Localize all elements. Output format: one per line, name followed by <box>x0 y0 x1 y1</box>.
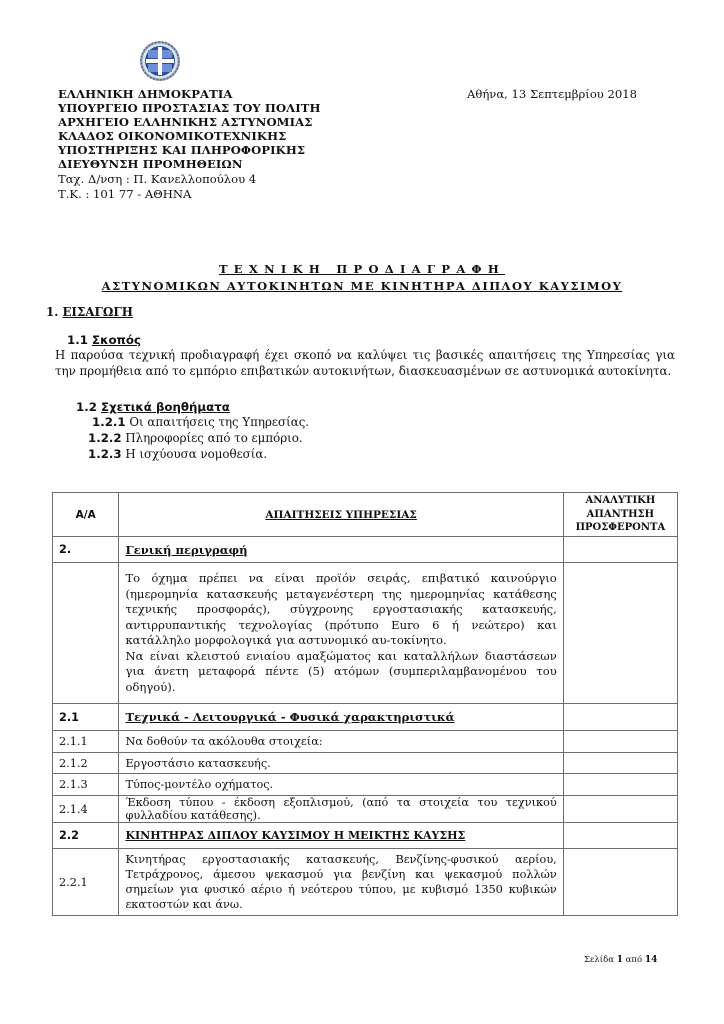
document-title: ΤΕΧΝΙΚΗ ΠΡΟΔΙΑΓΡΑΦΗ <box>218 262 506 276</box>
row-requirement: Κινητήρας εργοστασιακής κατασκευής, Βενζίνης-φυσικού αερίου, Τετράχρονος, άμεσου ψεκασμού για βενζίνη και ψεκασμού πολλών σημείων για φυσικό αέριο ή νεότερου τύπου, με κυβισμό 1350 κυβικών εκατοστών και άνω. <box>119 849 563 916</box>
table-row <box>53 823 678 849</box>
reference-number: 1.2.3 <box>88 447 122 461</box>
page-current: 1 <box>616 955 623 965</box>
section-number: 1. <box>46 305 59 319</box>
reference-text: Πληροφορίες από το εμπόριο. <box>125 431 303 445</box>
subsection-number: 1.1 <box>67 333 88 347</box>
header-line-republic: ΕΛΛΗΝΙΚΗ ΔΗΜΟΚΡΑΤΙΑ <box>58 87 233 101</box>
header-line-directorate: ΔΙΕΥΘΥΝΣΗ ΠΡΟΜΗΘΕΙΩΝ <box>58 157 243 171</box>
subsection-heading-purpose <box>67 333 141 347</box>
header-line-branch: ΚΛΑΔΟΣ ΟΙΚΟΝΟΜΙΚΟΤΕΧΝΙΚΗΣ <box>58 129 287 143</box>
header-line-police-hq: ΑΡΧΗΓΕΙΟ ΕΛΛΗΝΙΚΗΣ ΑΣΤΥΝΟΜΙΑΣ <box>58 115 313 129</box>
purpose-paragraph: Η παρούσα τεχνική προδιαγραφή έχει σκοπό να καλύψει τις βασικές απαιτήσεις της Υπηρεσίας για την προμήθεια από το εμπόριο επιβατικών αυτοκινήτων, διασκευασμένων σε αστυνομικά αυτοκίνητα. <box>55 348 675 378</box>
requirements-table <box>52 492 678 916</box>
header-line-support: ΥΠΟΣΤΗΡΙΞΗΣ ΚΑΙ ΠΛΗΡΟΦΟΡΙΚΗΣ <box>58 143 306 157</box>
table-row <box>53 563 678 704</box>
page-total: 14 <box>644 955 658 965</box>
table-row <box>53 849 678 916</box>
subsection-number: 1.2 <box>76 400 97 414</box>
table-row <box>53 704 678 731</box>
reference-text: Η ισχύουσα νομοθεσία. <box>125 447 268 461</box>
subsection-title: Σχετικά βοηθήματα <box>101 400 230 414</box>
row-answer-cell[interactable] <box>563 774 677 796</box>
section-heading-introduction <box>46 305 133 319</box>
reference-item <box>88 431 303 445</box>
row-answer-cell[interactable] <box>563 537 677 563</box>
document-subtitle: ΑΣΤΥΝΟΜΙΚΩΝ ΑΥΤΟΚΙΝΗΤΩΝ ΜΕ ΚΙΝΗΤΗΡΑ ΔΙΠΛΟΥ ΚΑΥΣΙΜΟΥ <box>101 279 623 293</box>
hellenic-republic-emblem-icon <box>139 40 181 82</box>
row-answer-cell[interactable] <box>563 849 677 916</box>
column-header-answer-line: ΑΠΑΝΤΗΣΗ <box>586 508 655 520</box>
row-answer-cell[interactable] <box>563 796 677 823</box>
row-requirement: ΚΙΝΗΤΗΡΑΣ ΔΙΠΛΟΥ ΚΑΥΣΙΜΟΥ Η ΜΕΙΚΤΗΣ ΚΑΥΣΗΣ <box>119 823 563 849</box>
row-answer-cell[interactable] <box>563 753 677 774</box>
row-requirement: Τύπος-μοντέλο οχήματος. <box>119 774 563 796</box>
row-number: 2.2 <box>53 823 119 849</box>
row-number: 2.2.1 <box>53 849 119 916</box>
row-number: 2.1.3 <box>53 774 119 796</box>
requirement-paragraph: Να είναι κλειστού ενιαίου αμαξώματος και καταλλήλων διαστάσεων για άνετη μεταφορά πέντε (5) ατόμων (συμπεριλαμβανομένου του οδηγού). <box>125 648 557 694</box>
row-answer-cell[interactable] <box>563 823 677 849</box>
header-address: Ταχ. Δ/νση : Π. Κανελλοπούλου 4 <box>58 172 257 186</box>
row-number: 2. <box>53 537 119 563</box>
column-header-requirements: ΑΠΑΙΤΗΣΕΙΣ ΥΠΗΡΕΣΙΑΣ <box>119 493 563 537</box>
reference-number: 1.2.2 <box>88 431 122 445</box>
row-requirement: Γενική περιγραφή <box>119 537 563 563</box>
table-row <box>53 753 678 774</box>
reference-number: 1.2.1 <box>92 415 126 429</box>
page-of-label: από <box>625 955 643 965</box>
column-header-aa: Α/Α <box>53 493 119 537</box>
table-header-row <box>53 493 678 537</box>
column-header-answer <box>563 493 677 537</box>
row-requirement <box>119 563 563 704</box>
row-requirement: Εργοστάσιο κατασκευής. <box>119 753 563 774</box>
table-row <box>53 796 678 823</box>
row-number: 2.1.1 <box>53 731 119 753</box>
page-label: Σελίδα <box>584 955 614 965</box>
section-title: ΕΙΣΑΓΩΓΗ <box>62 305 133 319</box>
row-number: 2.1 <box>53 704 119 731</box>
row-answer-cell[interactable] <box>563 704 677 731</box>
header-line-ministry: ΥΠΟΥΡΓΕΙΟ ΠΡΟΣΤΑΣΙΑΣ ΤΟΥ ΠΟΛΙΤΗ <box>58 101 321 115</box>
table-row <box>53 731 678 753</box>
subsection-heading-references <box>76 400 230 414</box>
reference-text: Οι απαιτήσεις της Υπηρεσίας. <box>129 415 310 429</box>
row-answer-cell[interactable] <box>563 563 677 704</box>
column-header-answer-line: ΑΝΑΛΥΤΙΚΗ <box>585 495 656 507</box>
requirement-paragraph: Το όχημα πρέπει να είναι προϊόν σειράς, επιβατικό καινούργιο (ημερομηνία κατασκευής μεταγενέστερη της ημερομηνίας κατάθεσης τεχνικής προσφοράς), σύγχρονης εργοστασιακής κατασκευής, αντιρρυπαντικής τεχνολογίας (πρότυπο Euro 6 ή νεώτερο) και κατάλληλο μορφολογικά για αστυνομικό αυ-τοκίνητο. <box>125 571 557 647</box>
table-row <box>53 537 678 563</box>
row-requirement: Έκδοση τύπου - έκδοση εξοπλισμού, (από τα στοιχεία του τεχνικού φυλλαδίου κατάθεσης). <box>119 796 563 823</box>
document-date: Αθήνα, 13 Σεπτεμβρίου 2018 <box>467 87 638 101</box>
column-header-answer-line: ΠΡΟΣΦΕΡΟΝΤΑ <box>575 522 666 534</box>
row-number: 2.1.2 <box>53 753 119 774</box>
row-answer-cell[interactable] <box>563 731 677 753</box>
row-requirement: Τεχνικά - Λειτουργικά - Φυσικά χαρακτηριστικά <box>119 704 563 731</box>
reference-item <box>92 415 309 429</box>
row-requirement: Να δοθούν τα ακόλουθα στοιχεία: <box>119 731 563 753</box>
row-number <box>53 563 119 704</box>
header-postal: Τ.Κ. : 101 77 - ΑΘΗΝΑ <box>58 187 192 201</box>
subsection-title: Σκοπός <box>92 333 141 347</box>
page-number <box>584 955 657 965</box>
table-row <box>53 774 678 796</box>
row-number: 2.1.4 <box>53 796 119 823</box>
reference-item <box>88 447 267 461</box>
